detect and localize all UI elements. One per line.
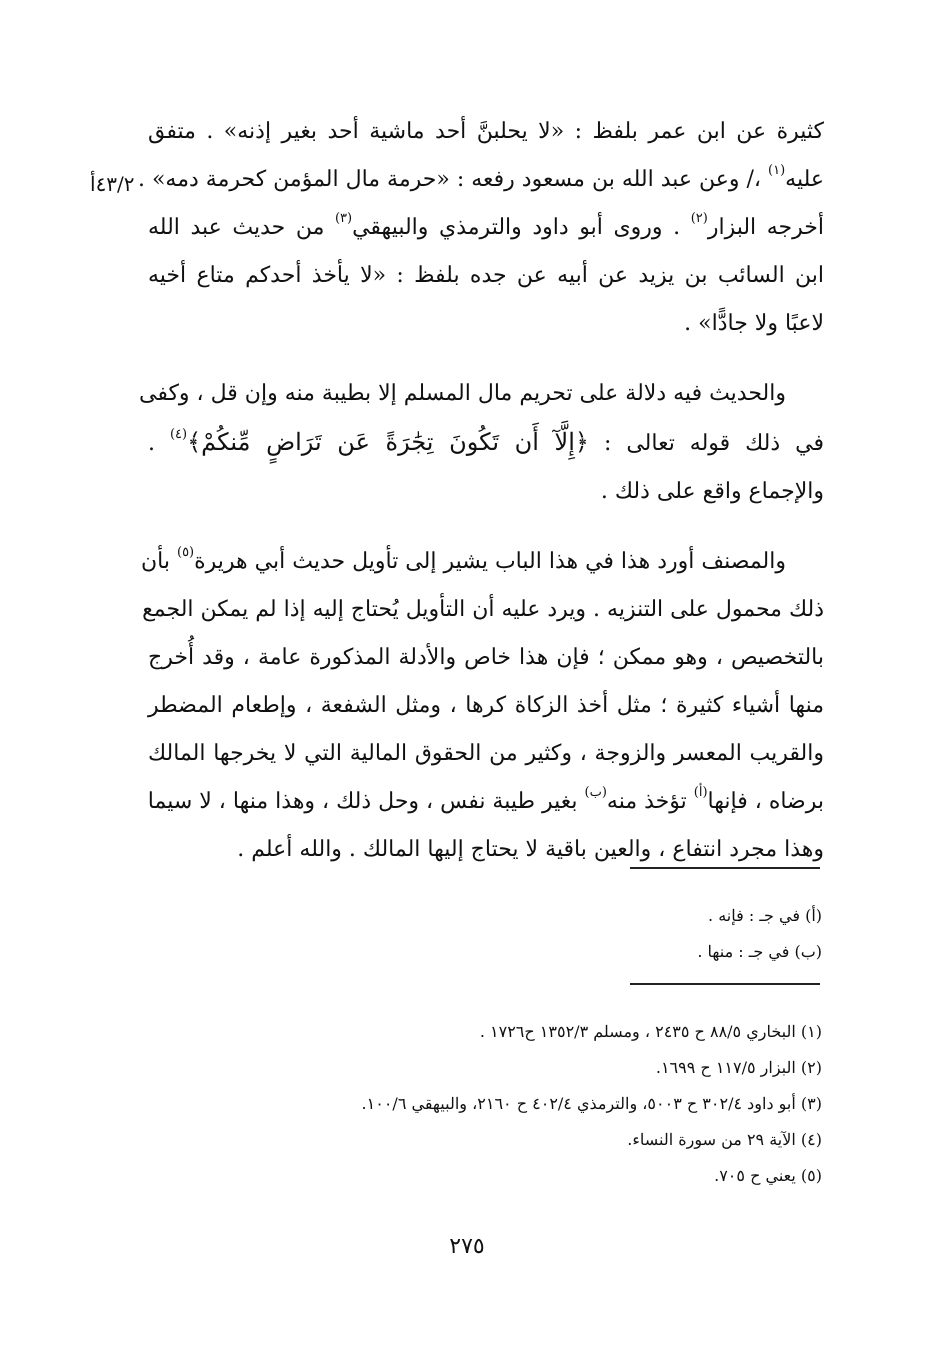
footnote-ref: (٢) <box>690 211 708 226</box>
text-line: والقريب المعسر والزوجة ، وكثير من الحقوق المالية التي لا يخرجها المالك <box>148 741 824 766</box>
footnote-divider <box>630 983 820 985</box>
text-run: في ذلك قوله تعالى : <box>603 431 824 456</box>
paragraph-1 <box>137 108 824 348</box>
main-text <box>137 108 824 874</box>
text-run: . وروى أبو داود والترمذي والبيهقي <box>352 215 681 240</box>
text-line <box>148 418 824 468</box>
text-run: والمصنف أورد هذا في هذا الباب يشير إلى تأويل حديث أبي هريرة <box>194 549 786 574</box>
text-line: كثيرة عن ابن عمر بلفظ : «لا يحلبنَّ أحد ماشية أحد بغير إذنه» . متفق <box>148 119 824 144</box>
footnote-ref: (٤) <box>169 427 188 442</box>
footnote-ref: (٥) <box>176 545 195 560</box>
text-run: عليه <box>785 167 824 192</box>
source-note: (١) البخاري ٨٨/٥ ح ٢٤٣٥ ، ومسلم ١٣٥٢/٣ ح١٧٢٦ . <box>479 1022 822 1041</box>
source-note: (٢) البزار ١١٧/٥ ح ١٦٩٩. <box>655 1058 822 1077</box>
text-line <box>148 204 824 252</box>
source-note: (٣) أبو داود ٣٠٢/٤ ح ٥٠٠٣، والترمذي ٤٠٢/٤ ح ٢١٦٠، والبيهقي ١٠٠/٦. <box>361 1094 822 1113</box>
variant-ref: (أ) <box>693 785 708 800</box>
margin-folio-note: ٤٣/٢أ <box>90 172 135 196</box>
page-number: ٢٧٥ <box>449 1234 485 1259</box>
footnote-ref: (٣) <box>334 211 353 226</box>
variant-note: (أ) في جـ : فإنه . <box>708 906 822 925</box>
variant-ref: (ب) <box>584 785 607 800</box>
text-line: لاعبًا ولا جادًّا» . <box>684 311 824 336</box>
source-notes <box>202 1014 822 1194</box>
text-run: تؤخذ منه <box>606 789 687 814</box>
text-line: ذلك محمول على التنزيه . ويرد عليه أن التأويل يُحتاج إليه إذا لم يمكن الجمع <box>142 597 824 622</box>
variant-notes <box>202 898 822 970</box>
text-run: من حديث عبد الله <box>148 215 325 240</box>
text-line: ابن السائب بن يزيد عن أبيه عن جده بلفظ : «لا يأخذ أحدكم متاع أخيه <box>148 263 824 288</box>
text-line: بالتخصيص ، وهو ممكن ؛ فإن هذا خاص والأدلة المذكورة عامة ، وقد أُخرج <box>148 645 824 670</box>
footnote-divider <box>630 867 820 869</box>
text-run: أخرجه البزار <box>707 215 824 240</box>
text-line <box>137 156 824 204</box>
footnote-ref: (١) <box>768 163 786 178</box>
text-line: والإجماع واقع على ذلك . <box>600 479 824 504</box>
paragraph-2 <box>138 370 824 516</box>
source-note: (٥) يعني ح ٧٠٥. <box>714 1166 822 1185</box>
text-run: . <box>148 431 155 456</box>
source-note: (٤) الآية ٢٩ من سورة النساء. <box>627 1130 822 1149</box>
paragraph-3 <box>141 538 824 874</box>
text-run: بأن <box>141 549 170 574</box>
text-line <box>148 778 824 826</box>
text-run: ،/ وعن عبد الله بن مسعود رفعه : «حرمة مال المؤمن كحرمة دمه» . <box>137 167 762 192</box>
text-line: منها أشياء كثيرة ؛ مثل أخذ الزكاة كرها ، ومثل الشفعة ، وإطعام المضطر <box>148 693 824 718</box>
variant-note: (ب) في جـ : منها . <box>697 942 822 961</box>
text-line <box>141 538 824 586</box>
text-run: برضاه ، فإنها <box>707 789 824 814</box>
text-run: بغير طيبة نفس ، وحل ذلك ، وهذا منها ، لا سيما <box>147 789 578 814</box>
quran-verse: ﴿إِلَّآ أَن تَكُونَ تِجَٰرَةً عَن تَرَاضٍ مِّنكُمْ﴾ <box>187 428 589 456</box>
text-line: وهذا مجرد انتفاع ، والعين باقية لا يحتاج إليها المالك . والله أعلم . <box>237 837 824 862</box>
text-line: والحديث فيه دلالة على تحريم مال المسلم إلا بطيبة منه وإن قل ، وكفى <box>138 381 786 406</box>
